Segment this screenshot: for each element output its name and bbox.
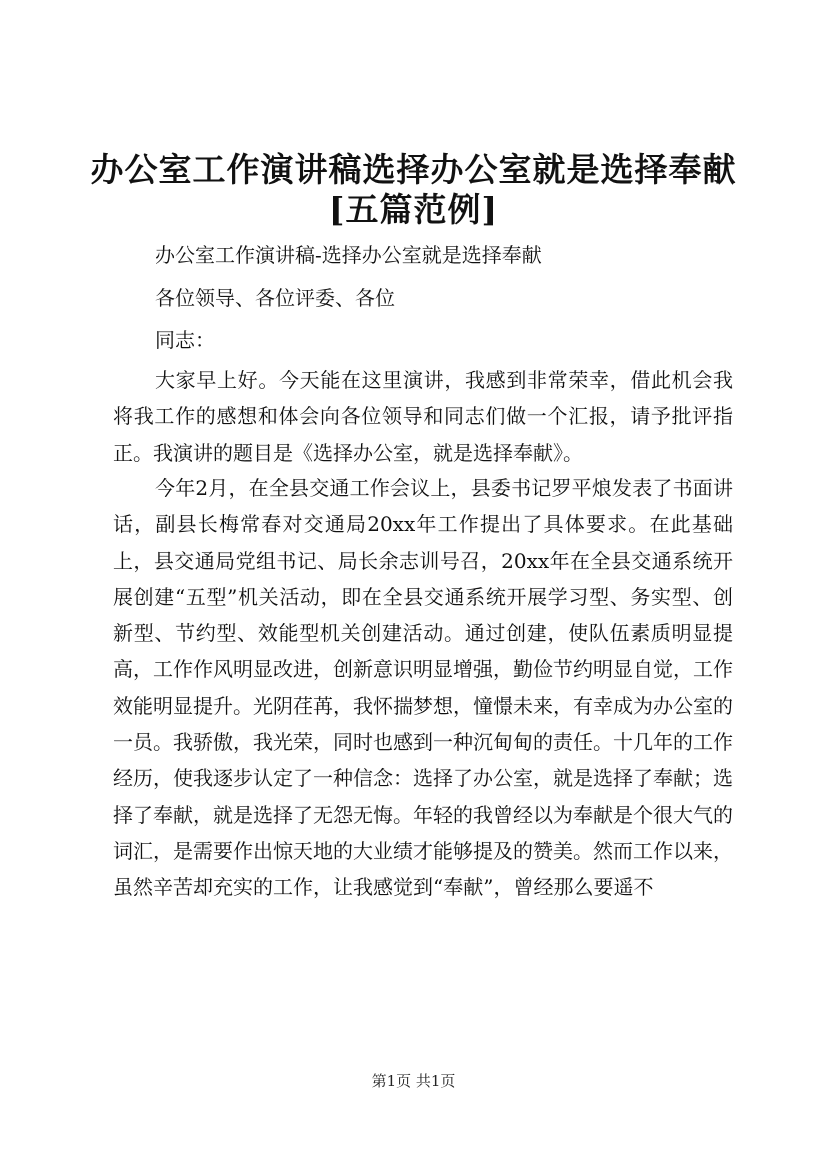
document-title-line2: [五篇范例] — [328, 190, 499, 229]
document-subtitle: 办公室工作演讲稿-选择办公室就是选择奉献 — [155, 243, 542, 267]
body-paragraph-2: 今年2月，在全县交通工作会议上，县委书记罗平烺发表了书面讲话，副县长梅常春对交通局20xx年工作提出了具体要求。在此基础上，县交通局党组书记、局长余志训号召，20xx年在全县交通系统开展创建“五型”机关活动，即在全县交通系统开展学习型、务实型、创新型、节约型、效能型机关创建活动。通过创建，使队伍素质明显提高，工作作风明显改进，创新意识明显增强，勤俭节约明显自觉，工作效能明显提升。光阴荏苒，我怀揣梦想，憧憬未来，有幸成为办公室的一员。我骄傲，我光荣，同时也感到一种沉甸甸的责任。十几年的工作经历，使我逐步认定了一种信念：选择了办公室，就是选择了奉献；选择了奉献，就是选择了无怨无悔。年轻的我曾经以为奉献是个很大气的词汇，是需要作出惊天地的大业绩才能够提及的赞美。然而工作以来，虽然辛苦却充实的工作，让我感觉到“奉献”，曾经那么要遥不 — [113, 476, 733, 900]
page-number-footer: 第1页 共1页 — [371, 1072, 456, 1090]
salutation-line-1: 各位领导、各位评委、各位 — [155, 286, 395, 310]
body-paragraph-1: 大家早上好。今天能在这里演讲，我感到非常荣幸，借此机会我将我工作的感想和体会向各位领导和同志们做一个汇报，请予批评指正。我演讲的题目是《选择办公室，就是选择奉献》。 — [113, 368, 733, 465]
salutation-line-2: 同志： — [155, 328, 215, 352]
document-title-line1: 办公室工作演讲稿选择办公室就是选择奉献 — [90, 150, 737, 189]
